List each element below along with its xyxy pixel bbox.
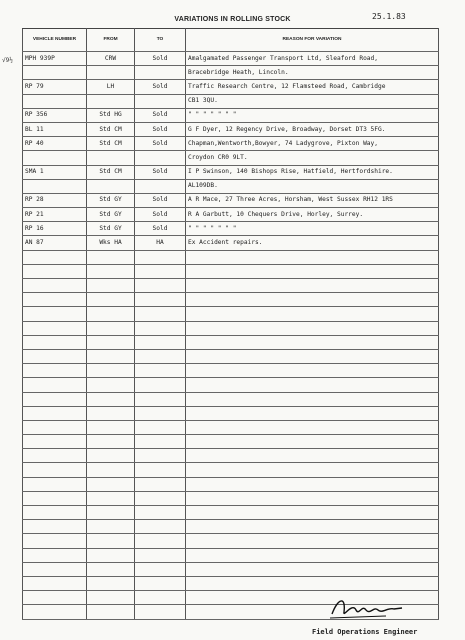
blank-cell	[135, 335, 186, 349]
blank-cell	[23, 576, 87, 590]
blank-cell	[186, 335, 439, 349]
blank-row	[23, 435, 439, 449]
blank-row	[23, 307, 439, 321]
table-row	[23, 193, 439, 207]
blank-row	[23, 420, 439, 434]
cell-reason: Chapman,Wentworth,Bowyer, 74 Ladygrove, Pixton Way,	[186, 137, 439, 151]
blank-cell	[135, 420, 186, 434]
blank-row	[23, 562, 439, 576]
header-from: FROM	[87, 29, 135, 52]
blank-cell	[135, 562, 186, 576]
cell-from: Std HG	[87, 108, 135, 122]
blank-cell	[186, 477, 439, 491]
blank-cell	[87, 307, 135, 321]
blank-cell	[23, 406, 87, 420]
blank-cell	[135, 392, 186, 406]
cell-to: Sold	[135, 208, 186, 222]
document-date: 25.1.83	[372, 12, 406, 21]
table-row	[23, 179, 439, 193]
cell-vehicle-number: RP 28	[23, 193, 87, 207]
cell-reason: A R Mace, 27 Three Acres, Horsham, West Sussex RH12 1RS	[186, 193, 439, 207]
cell-reason: AL109DB.	[186, 179, 439, 193]
cell-to: Sold	[135, 222, 186, 236]
blank-cell	[135, 307, 186, 321]
blank-row	[23, 364, 439, 378]
blank-cell	[186, 364, 439, 378]
cell-reason: R A Garbutt, 10 Chequers Drive, Horley, Surrey.	[186, 208, 439, 222]
blank-cell	[186, 378, 439, 392]
cell-vehicle-number	[23, 151, 87, 165]
blank-cell	[87, 364, 135, 378]
blank-cell	[23, 264, 87, 278]
blank-cell	[23, 321, 87, 335]
blank-row	[23, 506, 439, 520]
blank-row	[23, 264, 439, 278]
blank-cell	[135, 435, 186, 449]
blank-cell	[186, 321, 439, 335]
cell-vehicle-number: RP 40	[23, 137, 87, 151]
blank-row	[23, 392, 439, 406]
cell-to: Sold	[135, 52, 186, 66]
blank-cell	[135, 449, 186, 463]
cell-from	[87, 151, 135, 165]
cell-from: Std GY	[87, 193, 135, 207]
blank-cell	[87, 250, 135, 264]
blank-cell	[186, 406, 439, 420]
cell-from	[87, 179, 135, 193]
blank-cell	[23, 378, 87, 392]
cell-from: Std CM	[87, 165, 135, 179]
blank-cell	[135, 534, 186, 548]
blank-cell	[186, 250, 439, 264]
margin-annotation: √9½	[2, 57, 13, 64]
blank-cell	[87, 576, 135, 590]
blank-cell	[87, 591, 135, 605]
blank-cell	[23, 491, 87, 505]
blank-cell	[87, 293, 135, 307]
blank-cell	[186, 392, 439, 406]
blank-cell	[135, 349, 186, 363]
blank-cell	[87, 520, 135, 534]
blank-cell	[135, 491, 186, 505]
blank-cell	[23, 335, 87, 349]
blank-cell	[23, 506, 87, 520]
table-row	[23, 80, 439, 94]
blank-cell	[87, 548, 135, 562]
blank-cell	[87, 321, 135, 335]
blank-cell	[23, 307, 87, 321]
blank-row	[23, 548, 439, 562]
blank-cell	[87, 463, 135, 477]
blank-cell	[186, 349, 439, 363]
cell-vehicle-number: RP 356	[23, 108, 87, 122]
blank-cell	[87, 335, 135, 349]
blank-cell	[87, 420, 135, 434]
blank-cell	[87, 279, 135, 293]
blank-cell	[87, 562, 135, 576]
cell-from	[87, 66, 135, 80]
blank-cell	[186, 491, 439, 505]
table-header-row	[23, 29, 439, 52]
blank-cell	[186, 435, 439, 449]
cell-from: Std CM	[87, 137, 135, 151]
blank-cell	[186, 534, 439, 548]
blank-cell	[23, 534, 87, 548]
blank-cell	[87, 477, 135, 491]
blank-cell	[23, 279, 87, 293]
blank-cell	[135, 548, 186, 562]
table-row	[23, 108, 439, 122]
cell-to	[135, 151, 186, 165]
cell-reason: I P Swinson, 140 Bishops Rise, Hatfield, Hertfordshire.	[186, 165, 439, 179]
blank-cell	[23, 420, 87, 434]
cell-to: Sold	[135, 80, 186, 94]
blank-cell	[87, 605, 135, 619]
blank-cell	[87, 435, 135, 449]
blank-cell	[135, 520, 186, 534]
cell-to: Sold	[135, 193, 186, 207]
cell-vehicle-number: RP 16	[23, 222, 87, 236]
header-to: TO	[135, 29, 186, 52]
cell-reason: CB1 3QU.	[186, 94, 439, 108]
blank-cell	[23, 605, 87, 619]
blank-row	[23, 534, 439, 548]
cell-to: Sold	[135, 122, 186, 136]
blank-row	[23, 463, 439, 477]
header-vehicle-number: VEHICLE NUMBER	[23, 29, 87, 52]
table-row	[23, 52, 439, 66]
blank-cell	[23, 477, 87, 491]
cell-reason: Croydon CR0 9LT.	[186, 151, 439, 165]
blank-row	[23, 491, 439, 505]
cell-vehicle-number: SMA 1	[23, 165, 87, 179]
table-row	[23, 222, 439, 236]
blank-row	[23, 378, 439, 392]
cell-vehicle-number: MPH 939P	[23, 52, 87, 66]
cell-reason: " " " " " " "	[186, 108, 439, 122]
table-row	[23, 151, 439, 165]
blank-row	[23, 520, 439, 534]
blank-cell	[186, 576, 439, 590]
table-row	[23, 208, 439, 222]
blank-row	[23, 279, 439, 293]
cell-to	[135, 94, 186, 108]
cell-reason: Ex Accident repairs.	[186, 236, 439, 250]
blank-cell	[186, 307, 439, 321]
blank-cell	[87, 406, 135, 420]
cell-vehicle-number: BL 11	[23, 122, 87, 136]
blank-cell	[186, 463, 439, 477]
cell-from: CRW	[87, 52, 135, 66]
blank-cell	[23, 562, 87, 576]
blank-cell	[23, 463, 87, 477]
blank-cell	[23, 591, 87, 605]
blank-cell	[135, 605, 186, 619]
blank-row	[23, 250, 439, 264]
blank-row	[23, 335, 439, 349]
blank-cell	[23, 392, 87, 406]
cell-from: Wks HA	[87, 236, 135, 250]
table-row	[23, 66, 439, 80]
table-row	[23, 236, 439, 250]
blank-cell	[186, 506, 439, 520]
cell-to	[135, 66, 186, 80]
blank-cell	[23, 349, 87, 363]
blank-row	[23, 477, 439, 491]
cell-reason: Bracebridge Heath, Lincoln.	[186, 66, 439, 80]
blank-cell	[186, 562, 439, 576]
blank-cell	[135, 591, 186, 605]
blank-cell	[135, 250, 186, 264]
blank-cell	[23, 364, 87, 378]
blank-cell	[87, 506, 135, 520]
page-title: VARIATIONS IN ROLLING STOCK	[174, 16, 291, 23]
cell-to: Sold	[135, 165, 186, 179]
cell-from: Std GY	[87, 208, 135, 222]
blank-cell	[135, 321, 186, 335]
cell-to: HA	[135, 236, 186, 250]
blank-cell	[23, 435, 87, 449]
cell-reason: Traffic Research Centre, 12 Flamsteed Road, Cambridge	[186, 80, 439, 94]
blank-cell	[135, 477, 186, 491]
blank-cell	[87, 264, 135, 278]
cell-vehicle-number	[23, 179, 87, 193]
blank-row	[23, 349, 439, 363]
blank-cell	[23, 250, 87, 264]
blank-cell	[186, 264, 439, 278]
blank-cell	[135, 506, 186, 520]
blank-row	[23, 293, 439, 307]
cell-reason: " " " " " " "	[186, 222, 439, 236]
rolling-stock-table	[22, 28, 439, 620]
table-row	[23, 94, 439, 108]
signatory-role: Field Operations Engineer	[312, 628, 418, 636]
cell-from: LH	[87, 80, 135, 94]
blank-cell	[186, 279, 439, 293]
blank-cell	[23, 293, 87, 307]
blank-row	[23, 321, 439, 335]
blank-cell	[186, 420, 439, 434]
blank-cell	[135, 364, 186, 378]
header-reason: REASON FOR VARIATION	[186, 29, 439, 52]
cell-vehicle-number	[23, 66, 87, 80]
blank-cell	[186, 548, 439, 562]
blank-cell	[87, 349, 135, 363]
blank-row	[23, 576, 439, 590]
blank-cell	[135, 264, 186, 278]
blank-cell	[135, 576, 186, 590]
blank-cell	[186, 449, 439, 463]
cell-reason: G F Dyer, 12 Regency Drive, Broadway, Dorset DT3 5FG.	[186, 122, 439, 136]
blank-cell	[23, 449, 87, 463]
blank-row	[23, 406, 439, 420]
blank-cell	[23, 548, 87, 562]
table-row	[23, 165, 439, 179]
cell-to	[135, 179, 186, 193]
blank-cell	[135, 378, 186, 392]
blank-cell	[87, 378, 135, 392]
blank-cell	[87, 392, 135, 406]
blank-cell	[186, 520, 439, 534]
blank-cell	[87, 491, 135, 505]
cell-vehicle-number	[23, 94, 87, 108]
blank-cell	[135, 293, 186, 307]
blank-cell	[87, 449, 135, 463]
cell-from: Std CM	[87, 122, 135, 136]
cell-to: Sold	[135, 137, 186, 151]
blank-cell	[186, 293, 439, 307]
blank-row	[23, 449, 439, 463]
blank-cell	[135, 406, 186, 420]
cell-vehicle-number: RP 21	[23, 208, 87, 222]
cell-vehicle-number: AN 87	[23, 236, 87, 250]
table-body	[23, 52, 439, 620]
signature-icon	[328, 592, 408, 622]
blank-cell	[23, 520, 87, 534]
blank-cell	[87, 534, 135, 548]
table-row	[23, 122, 439, 136]
blank-cell	[135, 279, 186, 293]
cell-vehicle-number: RP 79	[23, 80, 87, 94]
blank-cell	[135, 463, 186, 477]
cell-from	[87, 94, 135, 108]
table-row	[23, 137, 439, 151]
cell-from: Std GY	[87, 222, 135, 236]
cell-reason: Amalgamated Passenger Transport Ltd, Sleaford Road,	[186, 52, 439, 66]
cell-to: Sold	[135, 108, 186, 122]
